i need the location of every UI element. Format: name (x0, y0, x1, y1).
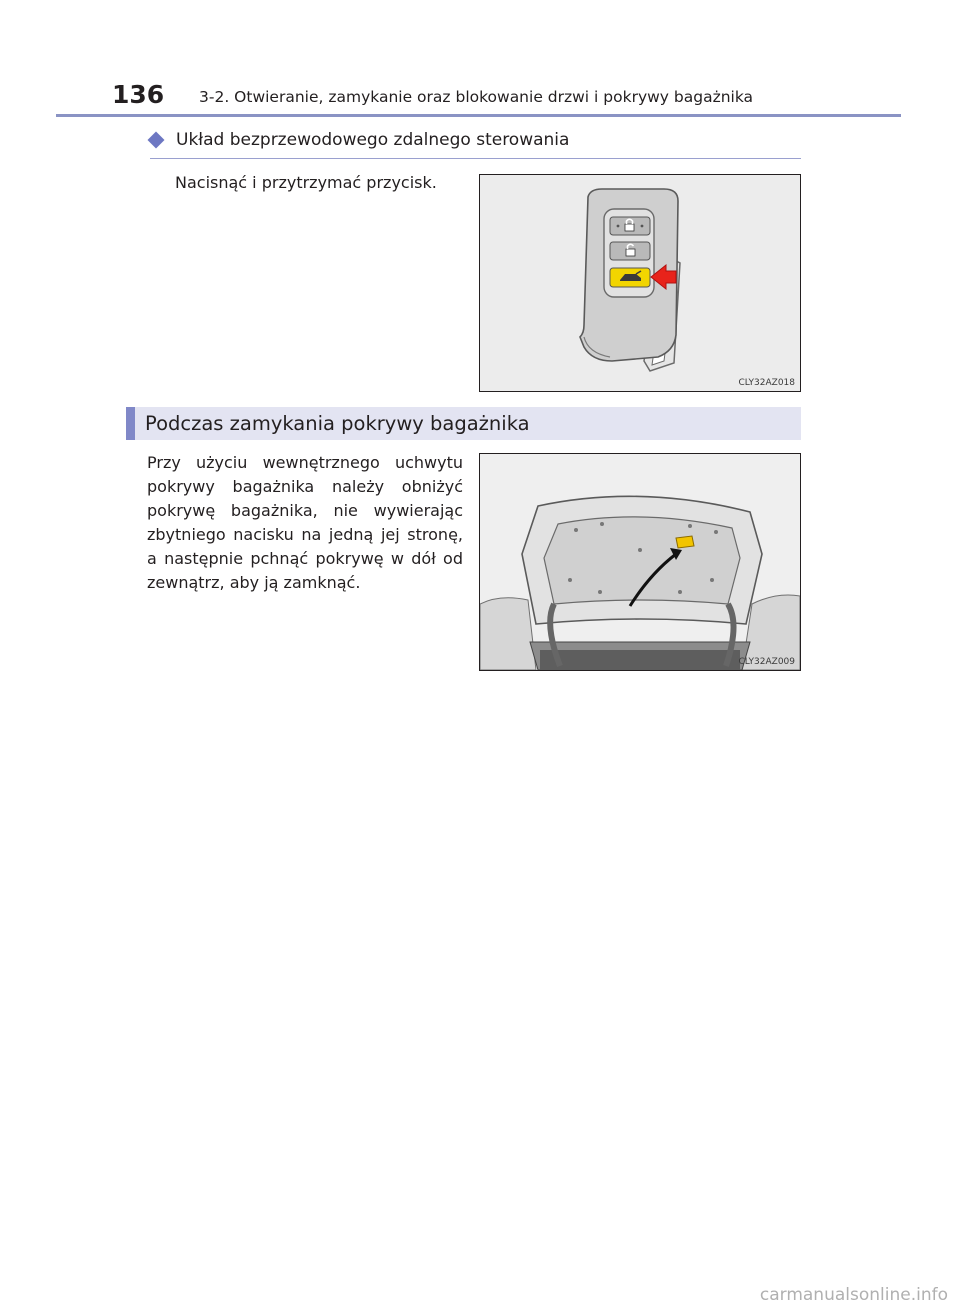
watermark: carmanualsonline.info (759, 1285, 948, 1305)
trunk-lid-illustration (480, 454, 800, 670)
subsection-title: Układ bezprzewodowego zdalnego sterowania (176, 130, 570, 150)
figure-code: CLY32AZ009 (738, 657, 795, 667)
section-heading-bar (126, 407, 801, 440)
section-paragraph: Przy użyciu wewnętrznego uchwytu pokrywy bagażnika należy obniżyć pokrywę bagażnika, nie wywierając zbytniego nacisku na jedną jej stronę, a następnie pchnąć pokrywę w dół od zewnątrz, aby ją zamknąć. (147, 453, 463, 592)
diamond-bullet-icon (148, 132, 165, 149)
section-title: Podczas zamykania pokrywy bagażnika (145, 412, 530, 435)
page-number: 136 (112, 80, 165, 109)
subsection-heading (150, 130, 801, 159)
header-rule (56, 114, 901, 117)
trunk-lid-figure (479, 453, 801, 671)
key-fob-illustration (480, 175, 800, 391)
running-header: 3-2. Otwieranie, zamykanie oraz blokowanie drzwi i pokrywy bagażnika (199, 88, 754, 106)
instruction-text: Nacisnąć i przytrzymać przycisk. (175, 173, 437, 192)
figure-code: CLY32AZ018 (738, 378, 795, 388)
key-fob-figure (479, 174, 801, 392)
